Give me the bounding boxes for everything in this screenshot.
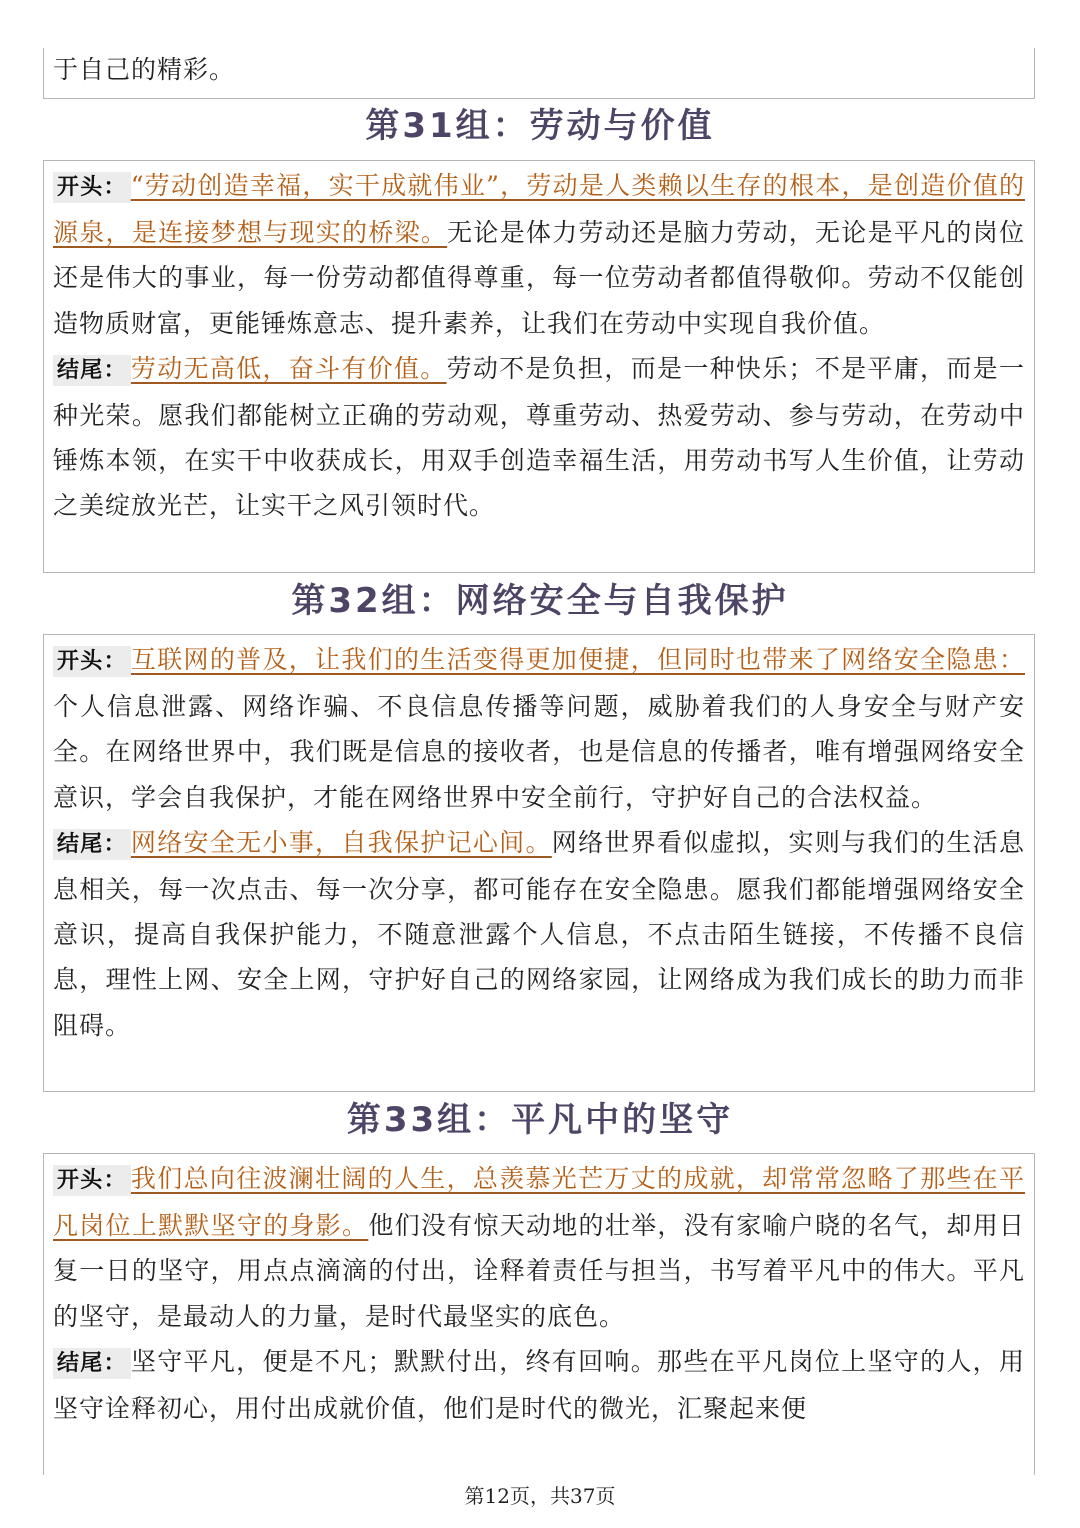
ending-text: 坚守平凡，便是不凡；默默付出，终有回响。那些在平凡岗位上坚守的人，用坚守诠释初心，用付出成就价值，他们是时代的微光，汇聚起来便: [53, 1346, 1025, 1424]
group-33-ending: [53, 1339, 1025, 1431]
opening-label: 开头：: [53, 172, 131, 203]
opening-text: 个人信息泄露、网络诈骗、不良信息传播等问题，威胁着我们的人身安全与财产安全。在网络世界中，我们既是信息的接收者，也是信息的传播者，唯有增强网络安全意识，学会自我保护，才能在网络世界中安全前行，守护好自己的合法权益。: [53, 692, 1025, 812]
ending-text: 网络世界看似虚拟，实则与我们的生活息息相关，每一次点击、每一次分享，都可能存在安全隐患。愿我们都能增强网络安全意识，提高自我保护能力，不随意泄露个人信息，不点击陌生链接，不传播不良信息，理性上网、安全上网，守护好自己的网络家园，让网络成为我们成长的助力而非阻碍。: [53, 827, 1025, 1040]
group-31-title: 第31组：劳动与价值: [365, 106, 715, 146]
group-33-box: [43, 1153, 1035, 1475]
ending-highlight: 劳动无高低，奋斗有价值。: [130, 353, 447, 383]
ending-label: 结尾：: [53, 1348, 131, 1379]
page-number: 第12页，共37页: [464, 1484, 616, 1508]
group-33-title: 第33组：平凡中的坚守: [346, 1100, 734, 1140]
ending-label: 结尾：: [53, 829, 131, 860]
group-31-opening: [53, 163, 1025, 346]
opening-text: 他们没有惊天动地的壮举，没有家喻户晓的名气，却用日复一日的坚守，用点点滴滴的付出，诠释着责任与担当，书写着平凡中的伟大。平凡的坚守，是最动人的力量，是时代最坚实的底色。: [53, 1211, 1025, 1331]
group-32-box: [43, 634, 1035, 1092]
opening-highlight: “劳动创造幸福，实干成就伟业”，劳动是人类赖以生存的根本，是创造价值的源泉，是连接梦想与现实的桥梁。: [53, 171, 1025, 248]
group-33-opening: [53, 1156, 1025, 1339]
ending-text: 劳动不是负担，而是一种快乐；不是平庸，而是一种光荣。愿我们都能树立正确的劳动观，尊重劳动、热爱劳动、参与劳动，在劳动中锤炼本领，在实干中收获成长，用双手创造幸福生活，用劳动书写人生价值，让劳动之美绽放光芒，让实干之风引领时代。: [53, 353, 1025, 521]
ending-label: 结尾：: [53, 355, 131, 386]
continuation-text: 于自己的精彩。: [53, 55, 236, 84]
ending-highlight: 网络安全无小事，自我保护记心间。: [130, 827, 552, 857]
group-31-ending: [53, 346, 1025, 529]
group-32-opening: [53, 637, 1025, 820]
opening-label: 开头：: [53, 1165, 131, 1196]
group-32-title: 第32组：网络安全与自我保护: [291, 581, 789, 621]
group-32-ending: [53, 820, 1025, 1048]
opening-text: 无论是体力劳动还是脑力劳动，无论是平凡的岗位还是伟大的事业，每一份劳动都值得尊重，每一位劳动者都值得敬仰。劳动不仅能创造物质财富，更能锤炼意志、提升素养，让我们在劳动中实现自我价值。: [53, 218, 1025, 338]
opening-highlight: 我们总向往波澜壮阔的人生，总羡慕光芒万丈的成就，却常常忽略了那些在平凡岗位上默默坚守的身影。: [53, 1164, 1025, 1241]
opening-highlight: 互联网的普及，让我们的生活变得更加便捷，但同时也带来了网络安全隐患：: [130, 645, 1025, 674]
continuation-box: [43, 48, 1035, 99]
opening-label: 开头：: [53, 646, 131, 677]
group-31-box: [43, 160, 1035, 573]
